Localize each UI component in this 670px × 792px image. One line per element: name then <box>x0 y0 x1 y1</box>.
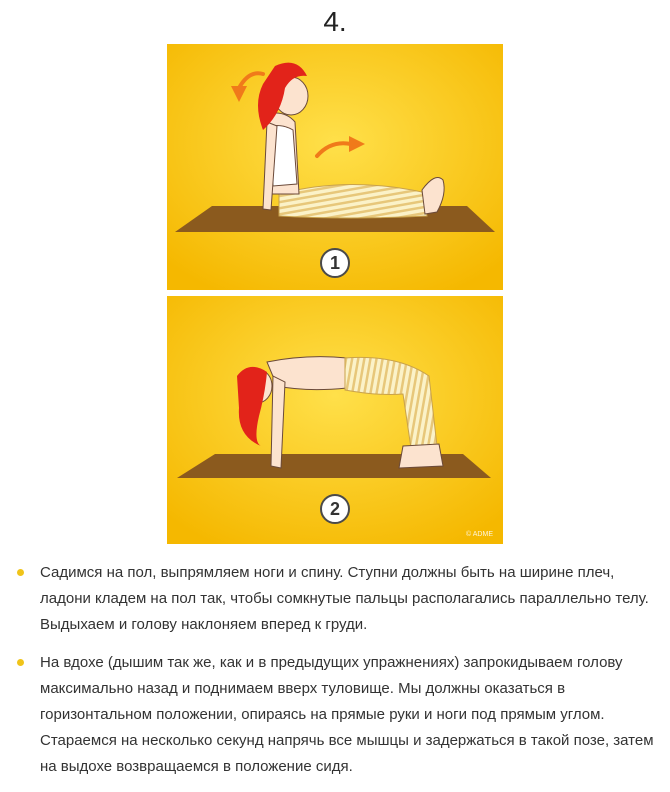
instruction-text: Садимся на пол, выпрямляем ноги и спину. Ступни должны быть на ширине плеч, ладони кладем на пол так, чтобы сомкнутые пальцы располагались параллельно телу. Выдыхаем и голову наклоняем вперед к груди. <box>40 564 649 633</box>
instruction-list <box>0 560 670 792</box>
illustration-panel-bridge <box>167 296 503 544</box>
illustration-panel-seated <box>167 44 503 290</box>
step-number-heading: 4. <box>323 6 347 37</box>
instruction-item <box>0 650 670 780</box>
exercise-mat <box>177 454 491 478</box>
striped-pants <box>279 184 427 218</box>
instruction-text: На вдохе (дышим так же, как и в предыдущих упражнениях) запрокидываем голову максимально назад и поднимаем вверх туловище. Мы должны оказаться в горизонтальном положении, опираясь на прямые руки и ноги под прямым углом. Стараемся на несколько секунд напрячь все мышцы и задержаться в такой позе, затем на выдохе возвращаемся в положение сидя. <box>40 654 654 775</box>
bullet-icon <box>17 659 24 666</box>
copyright-watermark: © ADME <box>466 531 493 538</box>
step-badge-2: 2 <box>320 494 350 524</box>
feet <box>399 444 443 468</box>
bullet-icon <box>17 569 24 576</box>
step-badge-1: 1 <box>320 248 350 278</box>
instruction-item <box>0 560 670 638</box>
